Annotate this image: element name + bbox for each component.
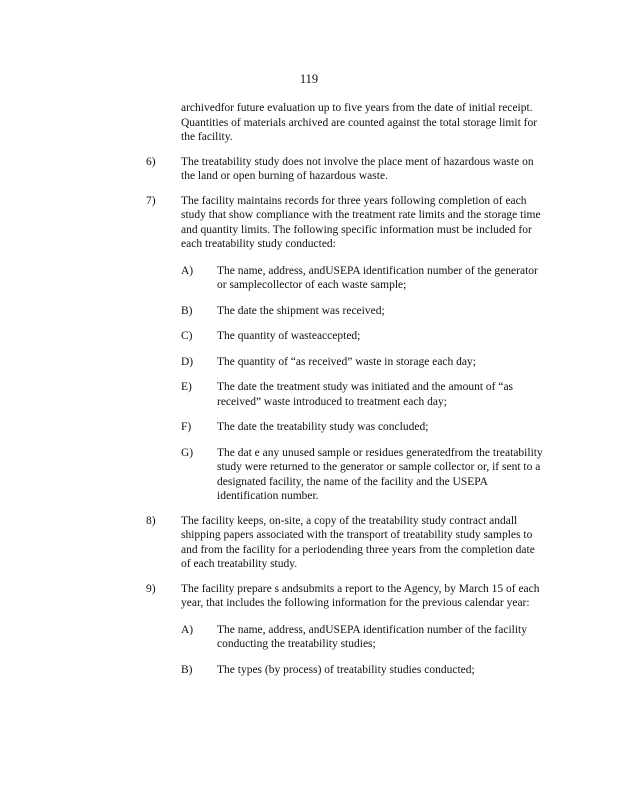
sub-item-label: F) [181,421,192,433]
sublist [181,264,546,504]
sub-item-label: B) [181,663,193,676]
sub-item-c [181,329,546,344]
sub-item-a [181,264,546,293]
item-label: 6) [146,155,156,168]
sub-item-text: The dat e any unused sample or residues generatedfrom the treatability study were returned to the generator or sample collector or, if sent to a designated facility, the name of the facility and the USEPA identification number. [217,446,543,502]
sub-item-b [181,663,546,678]
sub-item-text: The quantity of wasteaccepted; [217,330,361,342]
item-text: The treatability study does not involve the place ment of hazardous waste on the land or open burning of hazardous waste. [181,155,534,182]
list-item-7 [146,194,546,504]
sub-item-a [181,623,546,652]
sub-item-e [181,380,546,409]
list-item-9 [146,582,546,678]
sub-item-text: The types (by process) of treatability studies conducted; [217,663,475,676]
sub-item-text: The name, address, andUSEPA identification number of the generator or samplecollector of each waste sample; [217,264,538,291]
sub-item-text: The date the treatment study was initiated and the amount of “as received” waste introduced to treatment each day; [217,381,514,408]
page-number: 119 [299,72,319,86]
item-text: The facility keeps, on-site, a copy of the treatability study contract andall shipping papers associated with the transport of treatability study samples to and from the facility for a periodending three years from the completion date of each treatability study. [181,514,535,570]
sub-item-text: The date the shipment was received; [217,304,385,317]
sub-item-g [181,446,546,504]
document-body [146,101,546,677]
sub-item-label: D) [181,355,194,368]
sub-item-text: The date the treatability study was concluded; [217,421,429,433]
sub-item-label: B) [181,304,193,317]
sublist [181,623,546,678]
continuation-paragraph: archivedfor future evaluation up to five years from the date of initial receipt. Quantities of materials archived are counted against the total storage limit for the facility. [181,102,538,143]
item-body [181,582,546,678]
sub-item-text: The quantity of “as received” waste in storage each day; [217,355,476,368]
sub-item-label: G) [181,446,194,459]
list-item-6 [146,155,546,184]
sub-item-label: A) [181,623,194,636]
item-label: 9) [146,582,156,595]
sub-item-label: A) [181,264,194,277]
sub-item-label: C) [181,330,193,342]
sub-item-f [181,420,546,435]
list-item-8 [146,514,546,572]
sub-item-text: The name, address, andUSEPA identification number of the facility conducting the treatability studies; [217,623,528,650]
item-body [181,194,546,504]
sub-item-label: E) [181,381,192,393]
item-text: The facility prepare s andsubmits a report to the Agency, by March 15 of each year, that includes the following information for the previous calendar year: [181,582,540,609]
sub-item-b [181,304,546,319]
item-text: The facility maintains records for three years following completion of each study that show compliance with the treatment rate limits and the storage time and quantity limits. The following specific information must be included for each treatability study conducted: [181,194,541,250]
item-label: 7) [146,194,156,207]
sub-item-d [181,355,546,370]
item-label: 8) [146,514,156,527]
